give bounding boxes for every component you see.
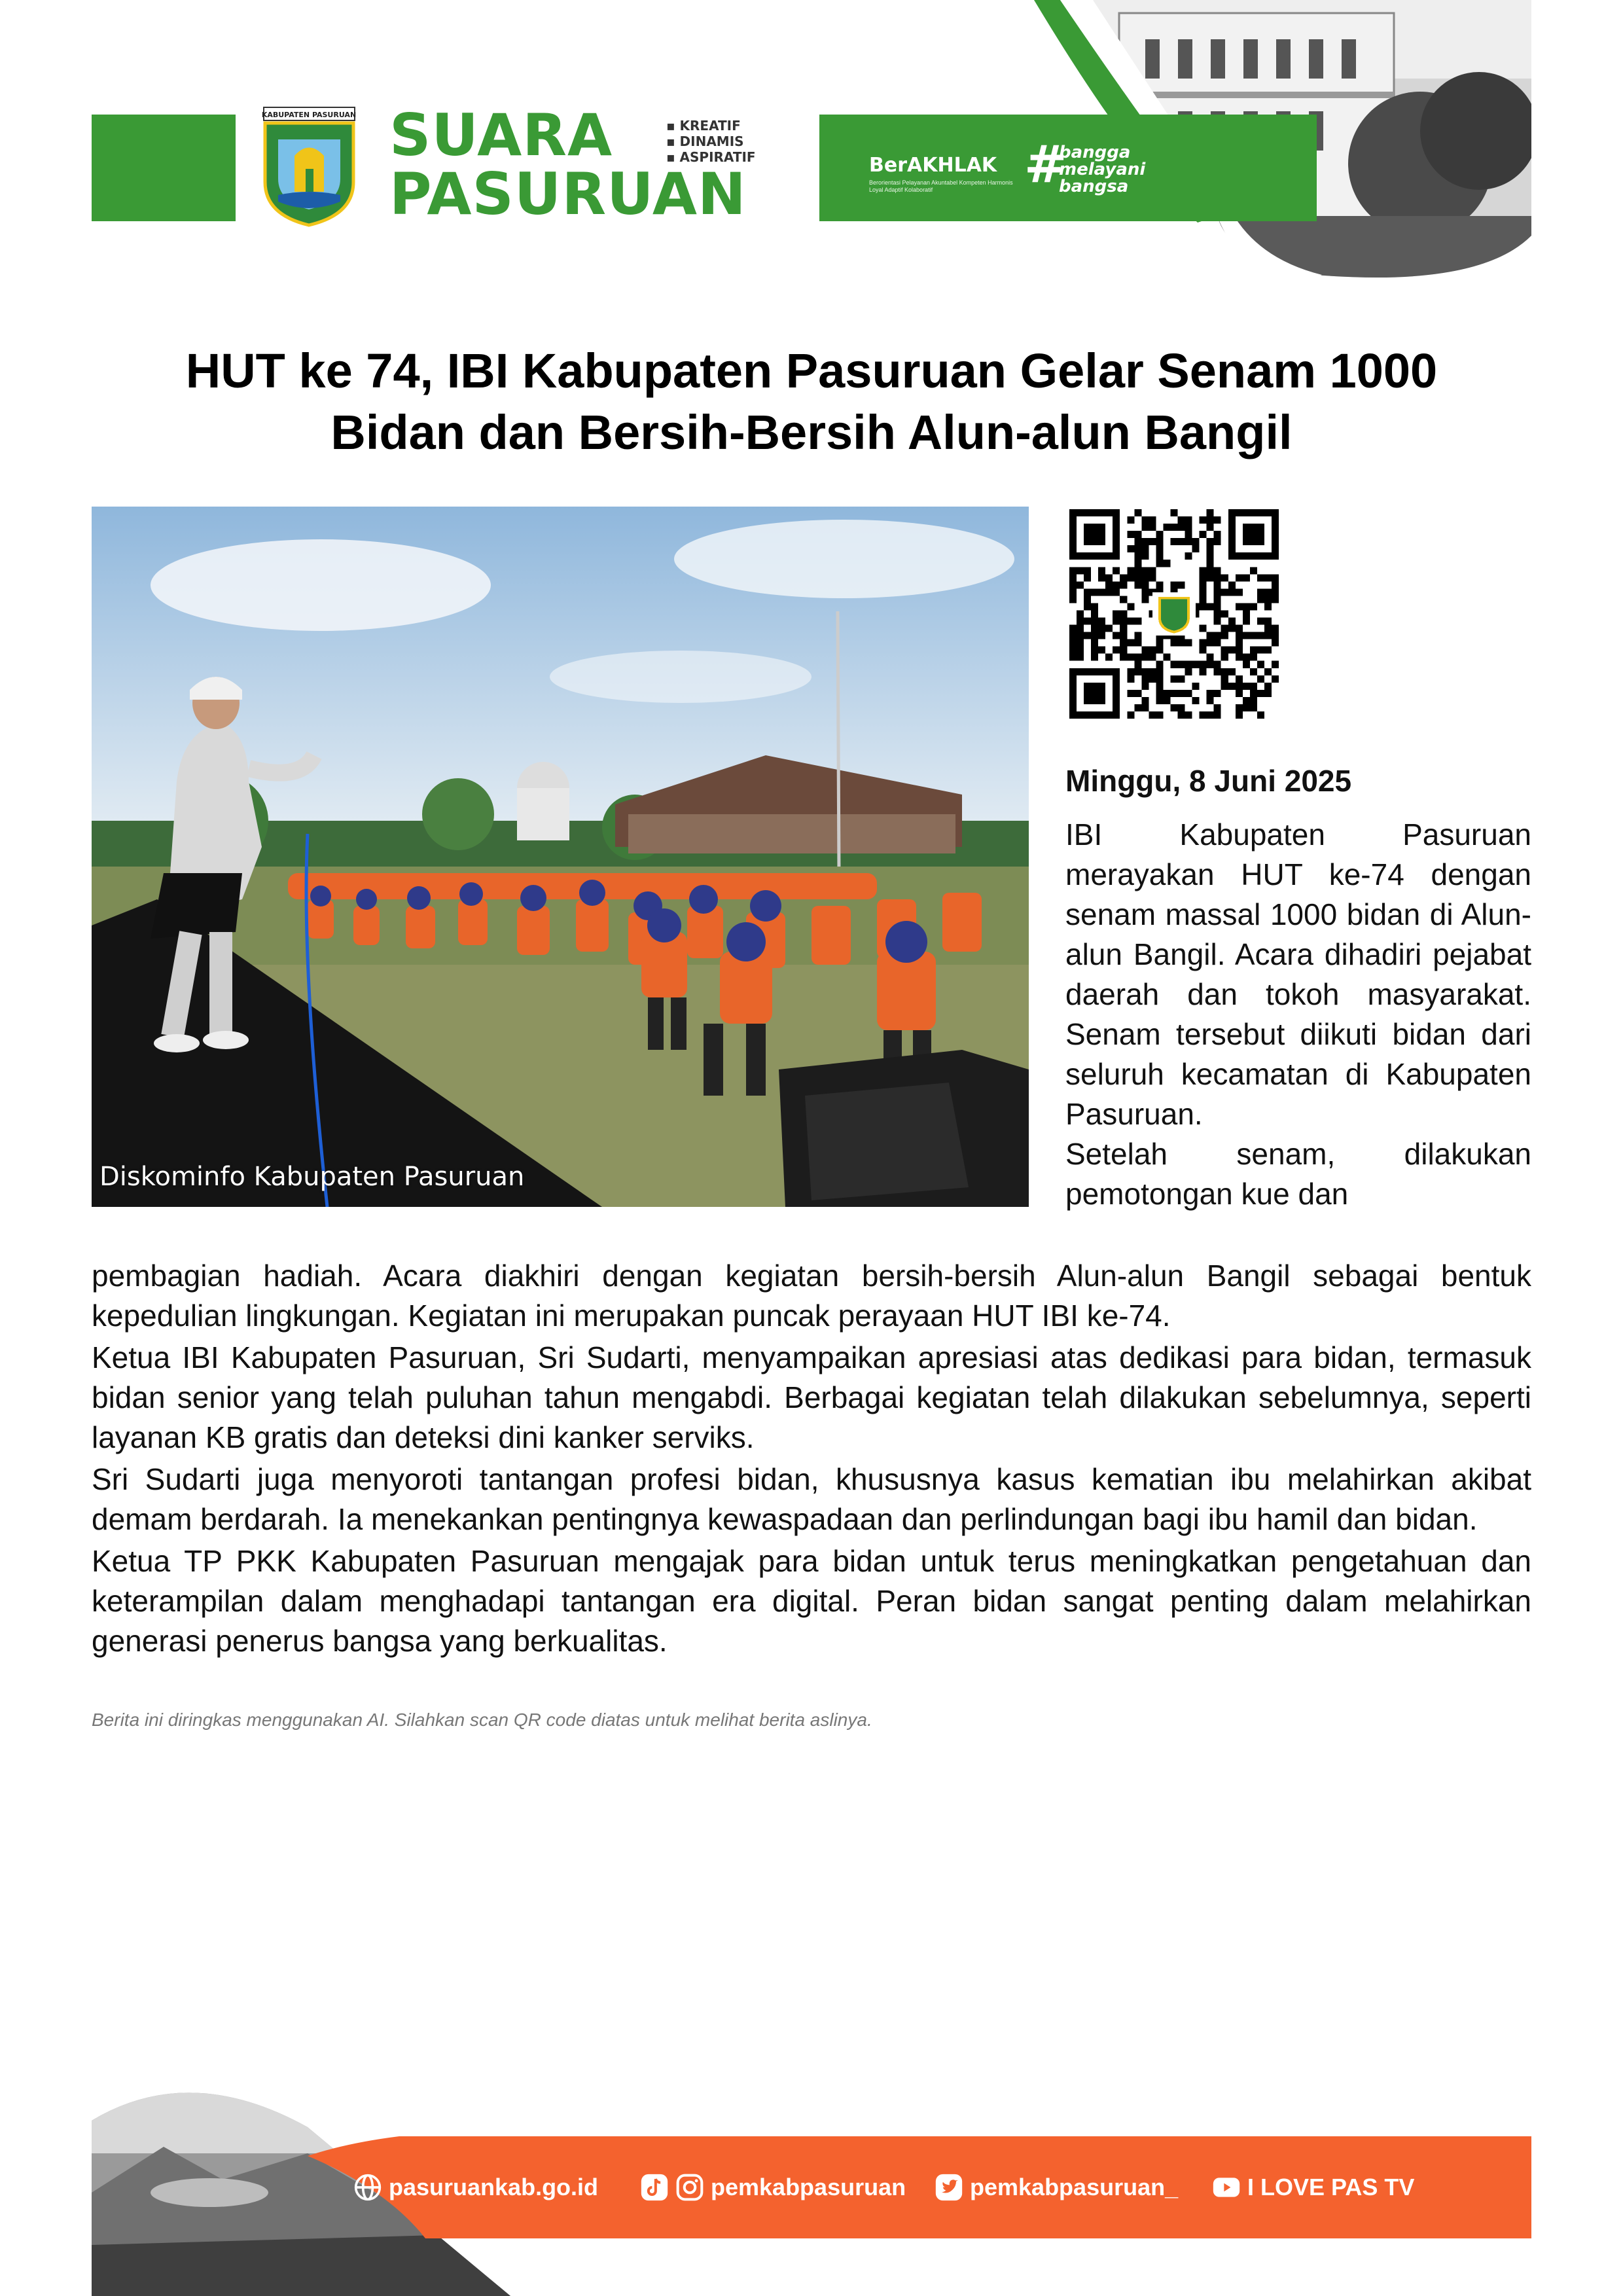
globe-icon [353, 2173, 382, 2202]
brand-title-line1: SUARA [389, 101, 613, 169]
tagline-item: ▪ KREATIF [666, 118, 756, 134]
tagline-item: ▪ DINAMIS [666, 134, 756, 149]
footer-youtube-text: I LOVE PAS TV [1247, 2174, 1415, 2200]
article-title-line1: HUT ke 74, IBI Kabupaten Pasuruan Gelar Senam 1000 [185, 344, 1438, 398]
footer-youtube-link[interactable] [1212, 2173, 1414, 2202]
youtube-icon [1212, 2173, 1241, 2202]
footer-twitter-link[interactable] [935, 2173, 1178, 2202]
article-paragraph: IBI Kabupaten Pasuruan merayakan HUT ke-74 dengan senam massal 1000 bidan di Alun-alun Bangil. Acara dihadiri pejabat daerah dan tokoh masyarakat. Senam tersebut diikuti bidan dari seluruh kecamatan di Kabupaten Pasuruan. [1065, 817, 1531, 1131]
berakhlak-subtext: Berorientasi Pelayanan Akuntabel Kompeten Harmonis Loyal Adaptif Kolaboratif [869, 179, 1013, 193]
hashtag-icon: # [1024, 135, 1067, 194]
bangga-line: bangga [1059, 143, 1131, 162]
article-date: Minggu, 8 Juni 2025 [1065, 764, 1352, 798]
berakhlak-logo-text: BerAKHLAK [869, 154, 997, 177]
footer-tiktok-instagram-link[interactable] [640, 2173, 906, 2202]
footer-twitter-text: pemkabpasuruan_ [970, 2174, 1179, 2200]
article-paragraph: Sri Sudarti juga menyoroti tantangan profesi bidan, khususnya kasus kematian ibu melahirkan akibat demam berdarah. Ia menekankan pentingnya kewaspadaan dan perlindungan bagi ibu hamil dan bidan. [92, 1462, 1531, 1536]
article-paragraph: pembagian hadiah. Acara diakhiri dengan kegiatan bersih-bersih Alun-alun Bangil sebagai bentuk kepedulian lingkungan. Kegiatan ini merupakan puncak perayaan HUT IBI ke-74. [92, 1259, 1531, 1333]
bangga-line: melayani [1059, 160, 1146, 179]
bangga-melayani-bangsa-logo [1059, 144, 1145, 195]
ai-summary-note: Berita ini diringkas menggunakan AI. Silahkan scan QR code diatas untuk melihat berita aslinya. [92, 1710, 872, 1730]
twitter-icon [935, 2173, 963, 2202]
article-photo [92, 507, 1029, 1207]
svg-text:KABUPATEN PASURUAN: KABUPATEN PASURUAN [261, 111, 357, 119]
bangga-line: bangsa [1059, 177, 1129, 196]
article-side-column [1065, 815, 1531, 1214]
footer-website-text: pasuruankab.go.id [389, 2174, 599, 2200]
instagram-icon [675, 2173, 704, 2202]
footer-website-link[interactable] [353, 2173, 598, 2202]
footer-tiktok-instagram-text: pemkabpasuruan [711, 2174, 906, 2200]
pasuruan-crest-logo [259, 103, 360, 228]
header-green-block [92, 115, 236, 221]
brand-title-line2: PASURUAN [389, 160, 747, 228]
article-paragraph: Ketua IBI Kabupaten Pasuruan, Sri Sudarti, menyampaikan apresiasi atas dedikasi para bidan, termasuk bidan senior yang telah puluhan tahun mengabdi. Berbagai kegiatan telah dilakukan sebelumnya, seperti layanan KB gratis dan deteksi dini kanker serviks. [92, 1340, 1531, 1454]
senam-bidan-photo [92, 507, 1029, 1207]
brand-tagline [666, 118, 756, 165]
article-paragraph: Setelah senam, dilakukan pemotongan kue dan [1065, 1137, 1531, 1211]
article-title [79, 340, 1544, 463]
article-paragraph: Ketua TP PKK Kabupaten Pasuruan mengajak para bidan untuk terus meningkatkan pengetahuan dan keterampilan dalam menghadapi tantangan era digital. Peran bidan sangat penting dalam melahirkan generasi penerus bangsa yang berkualitas. [92, 1544, 1531, 1658]
article-title-line2: Bidan dan Bersih-Bersih Alun-alun Bangil [330, 405, 1293, 459]
article-body [92, 1256, 1531, 1661]
tagline-item: ▪ ASPIRATIF [666, 149, 756, 165]
photo-credit: Diskominfo Kabupaten Pasuruan [99, 1162, 525, 1192]
qr-center-crest-icon [1160, 598, 1188, 632]
tiktok-icon [640, 2173, 669, 2202]
qr-code[interactable] [1069, 509, 1279, 719]
